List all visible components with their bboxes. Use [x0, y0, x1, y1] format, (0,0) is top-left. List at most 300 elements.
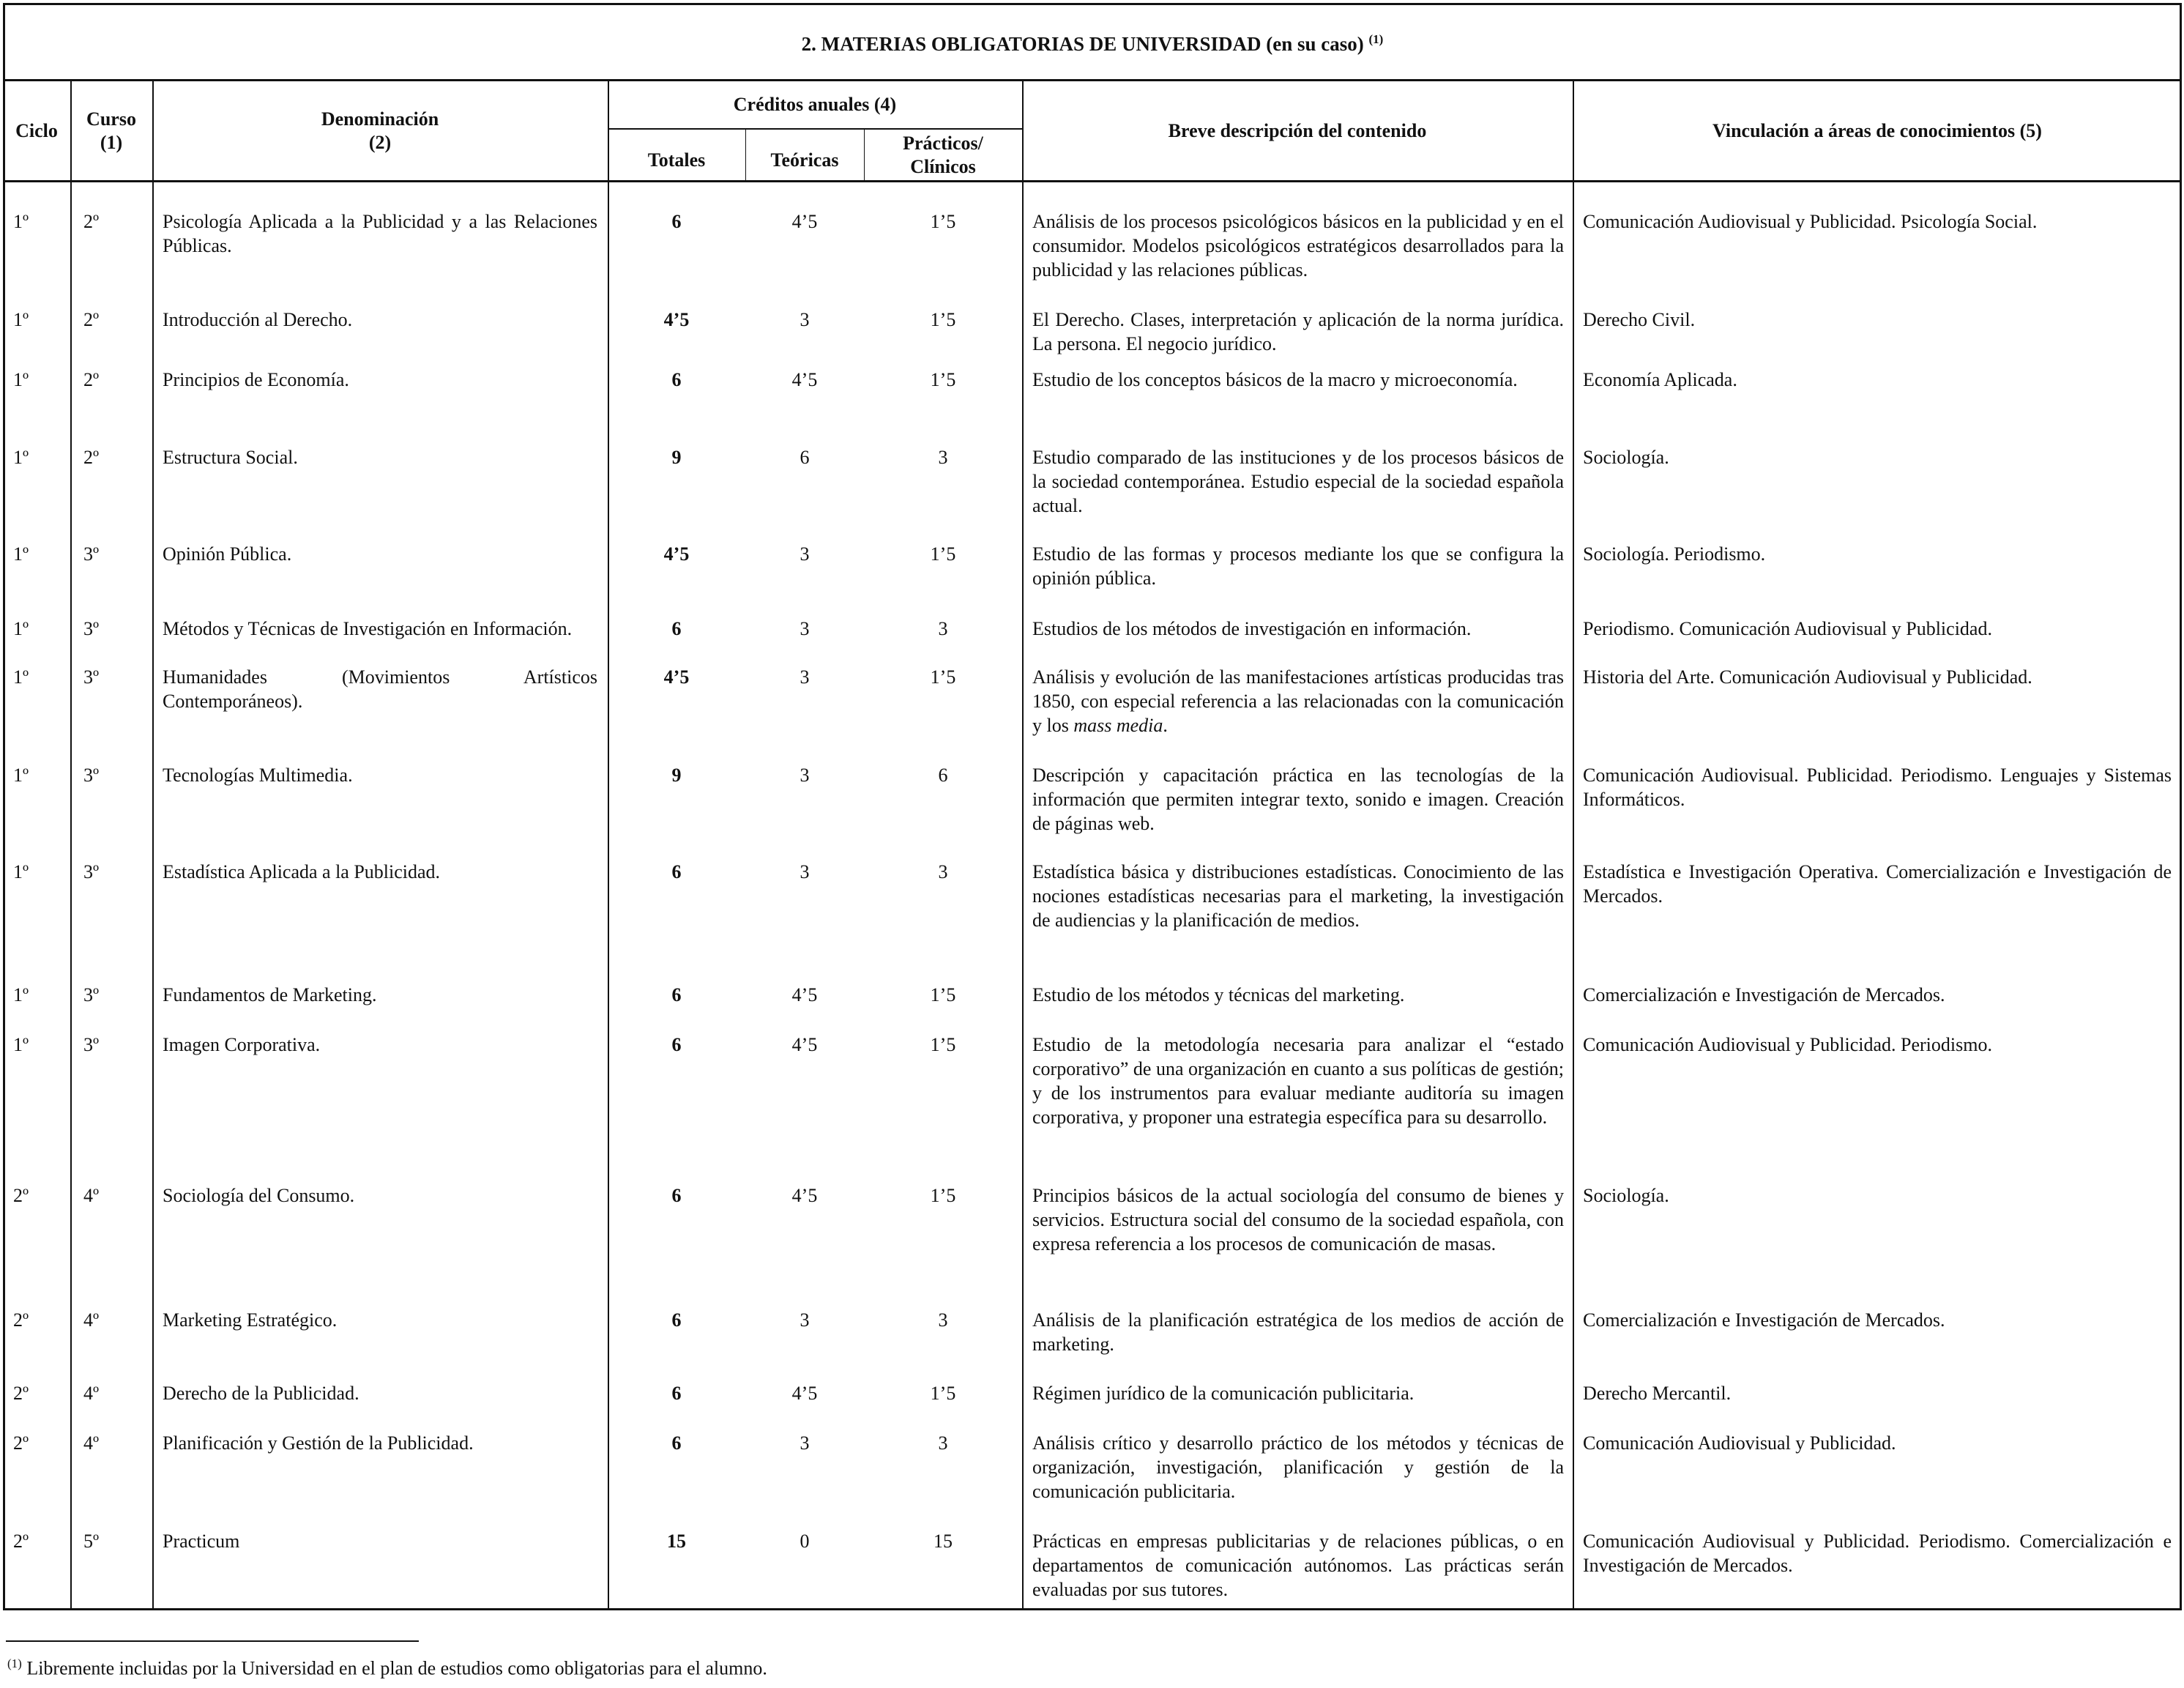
- practicos-text: 6: [938, 765, 948, 786]
- cell-vinculacion: [1573, 665, 2182, 689]
- cell-curso: [70, 1529, 152, 1553]
- cell-denominacion: [152, 209, 608, 258]
- descripcion-text: Estudio de la metodología necesaria para analizar el “estado corporativo” de una organización en cuanto a sus políticas de gestión; y de los instrumentos para evaluar mediante auditoría su imagen corporativa, y proponer una estrategia específica para su desarrollo.: [1032, 1034, 1564, 1128]
- denominacion-text: Tecnologías Multimedia.: [163, 765, 353, 786]
- practicos-text: 1’5: [930, 211, 956, 232]
- header-creditos: [608, 81, 1022, 129]
- practicos-text: 3: [938, 1432, 948, 1454]
- cell-practicos: [864, 983, 1022, 1007]
- vinculacion-text: Sociología.: [1583, 447, 1669, 468]
- totales-text: 9: [671, 447, 682, 468]
- footnote-rule: [6, 1640, 419, 1642]
- col-rule-teoricas: [864, 129, 865, 182]
- cell-vinculacion: [1573, 860, 2182, 908]
- descripcion-text: El Derecho. Clases, interpretación y aplicación de la norma jurídica. La persona. El negocio jurídico.: [1032, 309, 1564, 354]
- cell-curso: [70, 209, 152, 234]
- cell-descripcion: [1022, 763, 1573, 836]
- curso-text: 3º: [83, 861, 100, 882]
- cell-vinculacion: [1573, 1431, 2182, 1455]
- header-teoricas-label: Teóricas: [770, 149, 839, 171]
- cell-descripcion: [1022, 368, 1573, 392]
- header-practicos-label: Prácticos/: [903, 133, 983, 154]
- practicos-text: 3: [938, 618, 948, 639]
- cell-practicos: [864, 368, 1022, 392]
- cell-teoricas: [745, 665, 864, 689]
- cell-curso: [70, 665, 152, 689]
- col-rule-curso: [152, 79, 154, 1610]
- cell-ciclo: [3, 1381, 70, 1405]
- cell-vinculacion: [1573, 542, 2182, 566]
- descripcion-text: Análisis de la planificación estratégica de los medios de acción de marketing.: [1032, 1309, 1564, 1355]
- descripcion-text: Prácticas en empresas publicitarias y de relaciones públicas, o en departamentos de comunicación autónomos. Las prácticas serán evaluadas por sus tutores.: [1032, 1531, 1564, 1600]
- cell-totales: [608, 368, 745, 392]
- descripcion-text: Principios básicos de la actual sociología del consumo de bienes y servicios. Estructura social del consumo de la sociedad española, con expresa referencia a los procesos de comunicación de masas.: [1032, 1185, 1564, 1254]
- cell-teoricas: [745, 1033, 864, 1057]
- vinculacion-text: Comercialización e Investigación de Mercados.: [1583, 984, 1945, 1005]
- curso-text: 4º: [83, 1309, 100, 1331]
- totales-text: 6: [671, 1432, 682, 1454]
- totales-text: 6: [671, 861, 682, 882]
- cell-ciclo: [3, 445, 70, 469]
- cell-practicos: [864, 1381, 1022, 1405]
- cell-totales: [608, 542, 745, 566]
- teoricas-text: 4’5: [791, 1185, 818, 1206]
- cell-descripcion: [1022, 1529, 1573, 1602]
- cell-denominacion: [152, 665, 608, 713]
- cell-curso: [70, 445, 152, 469]
- cell-vinculacion: [1573, 368, 2182, 392]
- rule-under-creditos: [608, 128, 1022, 130]
- totales-text: 4’5: [663, 666, 690, 688]
- cell-practicos: [864, 1308, 1022, 1332]
- header-denominacion-label: Denominación: [321, 108, 439, 130]
- cell-curso: [70, 368, 152, 392]
- cell-teoricas: [745, 983, 864, 1007]
- footnote: [7, 1652, 767, 1681]
- cell-descripcion: [1022, 1431, 1573, 1503]
- cell-ciclo: [3, 983, 70, 1007]
- denominacion-text: Derecho de la Publicidad.: [163, 1383, 359, 1404]
- totales-text: 6: [671, 1309, 682, 1331]
- cell-ciclo: [3, 368, 70, 392]
- cell-ciclo: [3, 1308, 70, 1332]
- cell-teoricas: [745, 542, 864, 566]
- cell-totales: [608, 445, 745, 469]
- denominacion-text: Imagen Corporativa.: [163, 1034, 321, 1055]
- cell-descripcion: [1022, 617, 1573, 641]
- cell-curso: [70, 1033, 152, 1057]
- descripcion-text: Estudio de las formas y procesos mediante los que se configura la opinión pública.: [1032, 543, 1564, 589]
- ciclo-text: 2º: [13, 1531, 29, 1552]
- vinculacion-text: Comunicación Audiovisual y Publicidad. Psicología Social.: [1583, 211, 2038, 232]
- border-right: [2180, 3, 2182, 1610]
- descripcion-text: Estudios de los métodos de investigación en información.: [1032, 618, 1472, 639]
- cell-curso: [70, 617, 152, 641]
- cell-ciclo: [3, 308, 70, 332]
- practicos-text: 3: [938, 861, 948, 882]
- cell-totales: [608, 665, 745, 689]
- teoricas-text: 4’5: [791, 1383, 818, 1404]
- cell-teoricas: [745, 209, 864, 234]
- cell-vinculacion: [1573, 1308, 2182, 1332]
- cell-teoricas: [745, 617, 864, 641]
- cell-vinculacion: [1573, 209, 2182, 234]
- header-totales-label: Totales: [647, 149, 706, 171]
- totales-text: 6: [671, 1185, 682, 1206]
- teoricas-text: 4’5: [791, 984, 818, 1005]
- cell-ciclo: [3, 763, 70, 787]
- cell-descripcion: [1022, 445, 1573, 518]
- cell-curso: [70, 542, 152, 566]
- cell-curso: [70, 1183, 152, 1208]
- cell-practicos: [864, 617, 1022, 641]
- ciclo-text: 1º: [13, 618, 29, 639]
- curso-text: 4º: [83, 1383, 100, 1404]
- descripcion-text: Estudio de los conceptos básicos de la macro y microeconomía.: [1032, 369, 1518, 390]
- cell-teoricas: [745, 1308, 864, 1332]
- practicos-text: 15: [933, 1531, 953, 1552]
- cell-ciclo: [3, 1033, 70, 1057]
- cell-practicos: [864, 665, 1022, 689]
- vinculacion-text: Comercialización e Investigación de Mercados.: [1583, 1309, 1945, 1331]
- totales-text: 6: [671, 1034, 682, 1055]
- cell-vinculacion: [1573, 445, 2182, 469]
- ciclo-text: 1º: [13, 447, 29, 468]
- cell-curso: [70, 1381, 152, 1405]
- curso-text: 4º: [83, 1185, 100, 1206]
- ciclo-text: 1º: [13, 765, 29, 786]
- cell-descripcion: [1022, 860, 1573, 932]
- cell-descripcion: [1022, 1308, 1573, 1356]
- cell-vinculacion: [1573, 1529, 2182, 1577]
- col-rule-descripcion: [1573, 79, 1574, 1610]
- cell-denominacion: [152, 1033, 608, 1057]
- cell-denominacion: [152, 542, 608, 566]
- ciclo-text: 1º: [13, 861, 29, 882]
- denominacion-text: Fundamentos de Marketing.: [163, 984, 377, 1005]
- cell-ciclo: [3, 860, 70, 884]
- practicos-text: 1’5: [930, 309, 956, 330]
- ciclo-text: 2º: [13, 1309, 29, 1331]
- vinculacion-text: Historia del Arte. Comunicación Audiovisual y Publicidad.: [1583, 666, 2032, 688]
- teoricas-text: 3: [800, 765, 810, 786]
- teoricas-text: 3: [800, 666, 810, 688]
- cell-totales: [608, 308, 745, 332]
- col-rule-denominacion: [608, 79, 609, 1610]
- cell-totales: [608, 1431, 745, 1455]
- practicos-text: 1’5: [930, 1185, 956, 1206]
- practicos-text: 1’5: [930, 1383, 956, 1404]
- cell-denominacion: [152, 368, 608, 392]
- cell-vinculacion: [1573, 763, 2182, 811]
- cell-descripcion: [1022, 983, 1573, 1007]
- practicos-text: 3: [938, 447, 948, 468]
- cell-denominacion: [152, 1183, 608, 1208]
- ciclo-text: 1º: [13, 984, 29, 1005]
- totales-text: 15: [667, 1531, 686, 1552]
- border-top: [3, 3, 2182, 5]
- header-ciclo: [3, 81, 70, 182]
- cell-teoricas: [745, 445, 864, 469]
- header-curso-note: (1): [100, 132, 123, 153]
- cell-curso: [70, 1431, 152, 1455]
- teoricas-text: 4’5: [791, 369, 818, 390]
- rule-under-title: [3, 79, 2182, 81]
- totales-text: 4’5: [663, 309, 690, 330]
- cell-vinculacion: [1573, 617, 2182, 641]
- teoricas-text: 0: [800, 1531, 810, 1552]
- teoricas-text: 3: [800, 1309, 810, 1331]
- cell-vinculacion: [1573, 1183, 2182, 1208]
- cell-practicos: [864, 763, 1022, 787]
- descripcion-end-text: .: [1163, 715, 1168, 736]
- cell-ciclo: [3, 1529, 70, 1553]
- header-curso-label: Curso: [86, 108, 136, 130]
- curso-text: 4º: [83, 1432, 100, 1454]
- cell-curso: [70, 1308, 152, 1332]
- descripcion-text: Análisis crítico y desarrollo práctico de los métodos y técnicas de organización, investigación, planificación y gestión de la comunicación publicitaria.: [1032, 1432, 1564, 1502]
- cell-practicos: [864, 542, 1022, 566]
- cell-ciclo: [3, 209, 70, 234]
- cell-ciclo: [3, 542, 70, 566]
- practicos-text: 1’5: [930, 984, 956, 1005]
- cell-practicos: [864, 209, 1022, 234]
- denominacion-text: Introducción al Derecho.: [163, 309, 353, 330]
- cell-ciclo: [3, 1431, 70, 1455]
- cell-denominacion: [152, 1381, 608, 1405]
- ciclo-text: 1º: [13, 309, 29, 330]
- cell-denominacion: [152, 1529, 608, 1553]
- header-ciclo-label: Ciclo: [15, 120, 58, 141]
- col-rule-ciclo: [70, 79, 72, 1610]
- teoricas-text: 3: [800, 1432, 810, 1454]
- header-descripcion: [1022, 81, 1573, 182]
- descripcion-text: Estadística básica y distribuciones estadísticas. Conocimiento de las nociones estadísticas necesarias para el marketing, la investigación de audiencias y la planificación de medios.: [1032, 861, 1564, 931]
- cell-descripcion: [1022, 1381, 1573, 1405]
- cell-denominacion: [152, 308, 608, 332]
- header-totales: [608, 129, 745, 182]
- border-bottom: [3, 1608, 2182, 1610]
- ciclo-text: 2º: [13, 1432, 29, 1454]
- totales-text: 6: [671, 1383, 682, 1404]
- totales-text: 6: [671, 369, 682, 390]
- curso-text: 3º: [83, 543, 100, 565]
- curso-text: 2º: [83, 447, 100, 468]
- cell-teoricas: [745, 368, 864, 392]
- cell-practicos: [864, 1529, 1022, 1553]
- ciclo-text: 2º: [13, 1185, 29, 1206]
- header-vinculacion-label: Vinculación a áreas de conocimientos (5): [1712, 120, 2042, 141]
- cell-totales: [608, 1308, 745, 1332]
- cell-teoricas: [745, 1183, 864, 1208]
- descripcion-text: Análisis y evolución de las manifestaciones artísticas producidas tras 1850, con especial referencia a las relacionadas con la comunicación y los: [1032, 666, 1564, 736]
- practicos-text: 3: [938, 1309, 948, 1331]
- curso-text: 3º: [83, 618, 100, 639]
- teoricas-text: 3: [800, 618, 810, 639]
- cell-practicos: [864, 1431, 1022, 1455]
- rule-under-header: [3, 180, 2182, 182]
- denominacion-text: Opinión Pública.: [163, 543, 292, 565]
- vinculacion-text: Derecho Mercantil.: [1583, 1383, 1732, 1404]
- ciclo-text: 2º: [13, 1383, 29, 1404]
- vinculacion-text: Estadística e Investigación Operativa. Comercialización e Investigación de Mercados.: [1583, 861, 2172, 907]
- header-descripcion-label: Breve descripción del contenido: [1168, 120, 1427, 141]
- cell-teoricas: [745, 1431, 864, 1455]
- header-denominacion: [152, 81, 608, 182]
- totales-text: 4’5: [663, 543, 690, 565]
- table-title-text: 2. MATERIAS OBLIGATORIAS DE UNIVERSIDAD (en su caso): [801, 33, 1364, 55]
- denominacion-text: Estadística Aplicada a la Publicidad.: [163, 861, 441, 882]
- header-curso: [70, 81, 152, 182]
- ciclo-text: 1º: [13, 369, 29, 390]
- denominacion-text: Psicología Aplicada a la Publicidad y a las Relaciones Públicas.: [163, 211, 597, 256]
- denominacion-text: Marketing Estratégico.: [163, 1309, 338, 1331]
- cell-vinculacion: [1573, 983, 2182, 1007]
- practicos-text: 1’5: [930, 1034, 956, 1055]
- cell-teoricas: [745, 1381, 864, 1405]
- descripcion-text: Descripción y capacitación práctica en las tecnologías de la información que permiten integrar texto, sonido e imagen. Creación de páginas web.: [1032, 765, 1564, 834]
- vinculacion-text: Sociología. Periodismo.: [1583, 543, 1766, 565]
- subjects-table: [3, 3, 2182, 1610]
- cell-denominacion: [152, 1308, 608, 1332]
- vinculacion-text: Comunicación Audiovisual y Publicidad. Periodismo.: [1583, 1034, 1992, 1055]
- cell-practicos: [864, 860, 1022, 884]
- col-rule-creditos: [1022, 79, 1024, 1610]
- cell-totales: [608, 1529, 745, 1553]
- cell-denominacion: [152, 983, 608, 1007]
- teoricas-text: 3: [800, 309, 810, 330]
- vinculacion-text: Comunicación Audiovisual. Publicidad. Periodismo. Lenguajes y Sistemas Informáticos.: [1583, 765, 2172, 810]
- table-title: [3, 3, 2182, 81]
- header-teoricas: [745, 129, 864, 182]
- curso-text: 3º: [83, 765, 100, 786]
- practicos-text: 1’5: [930, 543, 956, 565]
- vinculacion-text: Periodismo. Comunicación Audiovisual y Publicidad.: [1583, 618, 1992, 639]
- descripcion-text: Régimen jurídico de la comunicación publicitaria.: [1032, 1383, 1415, 1404]
- cell-vinculacion: [1573, 308, 2182, 332]
- cell-totales: [608, 1183, 745, 1208]
- cell-totales: [608, 1381, 745, 1405]
- descripcion-italic-text: mass media: [1073, 715, 1163, 736]
- vinculacion-text: Comunicación Audiovisual y Publicidad.: [1583, 1432, 1896, 1454]
- denominacion-text: Principios de Economía.: [163, 369, 349, 390]
- practicos-text: 1’5: [930, 369, 956, 390]
- cell-totales: [608, 860, 745, 884]
- cell-descripcion: [1022, 1033, 1573, 1129]
- curso-text: 3º: [83, 984, 100, 1005]
- descripcion-text: Análisis de los procesos psicológicos básicos en la publicidad y en el consumidor. Modelos psicológicos estratégicos desarrollados para la publicidad y las relaciones públicas.: [1032, 211, 1564, 280]
- curso-text: 3º: [83, 666, 100, 688]
- teoricas-text: 6: [800, 447, 810, 468]
- cell-teoricas: [745, 860, 864, 884]
- cell-practicos: [864, 445, 1022, 469]
- header-vinculacion: [1573, 81, 2182, 182]
- vinculacion-text: Comunicación Audiovisual y Publicidad. Periodismo. Comercialización e Investigación de Mercados.: [1583, 1531, 2172, 1576]
- cell-denominacion: [152, 763, 608, 787]
- ciclo-text: 1º: [13, 543, 29, 565]
- header-denominacion-note: (2): [368, 132, 392, 153]
- vinculacion-text: Derecho Civil.: [1583, 309, 1696, 330]
- cell-totales: [608, 209, 745, 234]
- cell-totales: [608, 763, 745, 787]
- ciclo-text: 1º: [13, 211, 29, 232]
- curso-text: 2º: [83, 369, 100, 390]
- denominacion-text: Sociología del Consumo.: [163, 1185, 355, 1206]
- practicos-text: 1’5: [930, 666, 956, 688]
- cell-practicos: [864, 1183, 1022, 1208]
- cell-totales: [608, 617, 745, 641]
- cell-ciclo: [3, 665, 70, 689]
- footnote-text: Libremente incluidas por la Universidad en el plan de estudios como obligatorias para el alumno.: [26, 1657, 767, 1679]
- denominacion-text: Humanidades (Movimientos Artísticos Contemporáneos).: [163, 666, 597, 712]
- cell-totales: [608, 983, 745, 1007]
- header-creditos-label: Créditos anuales (4): [733, 94, 897, 115]
- cell-teoricas: [745, 1529, 864, 1553]
- cell-vinculacion: [1573, 1033, 2182, 1057]
- cell-curso: [70, 763, 152, 787]
- ciclo-text: 1º: [13, 1034, 29, 1055]
- cell-teoricas: [745, 763, 864, 787]
- curso-text: 5º: [83, 1531, 100, 1552]
- cell-descripcion: [1022, 1183, 1573, 1256]
- cell-descripcion: [1022, 209, 1573, 282]
- totales-text: 6: [671, 211, 682, 232]
- cell-denominacion: [152, 860, 608, 884]
- teoricas-text: 3: [800, 543, 810, 565]
- footnote-mark: (1): [7, 1657, 22, 1670]
- vinculacion-text: Economía Aplicada.: [1583, 369, 1737, 390]
- denominacion-text: Practicum: [163, 1531, 240, 1552]
- teoricas-text: 4’5: [791, 211, 818, 232]
- teoricas-text: 3: [800, 861, 810, 882]
- curso-text: 2º: [83, 309, 100, 330]
- cell-vinculacion: [1573, 1381, 2182, 1405]
- totales-text: 6: [671, 618, 682, 639]
- descripcion-text: Estudio de los métodos y técnicas del marketing.: [1032, 984, 1405, 1005]
- curso-text: 2º: [83, 211, 100, 232]
- col-rule-totales: [745, 129, 746, 182]
- descripcion-text: Estudio comparado de las instituciones y de los procesos básicos de la sociedad contemporánea. Estudio especial de la sociedad española actual.: [1032, 447, 1564, 516]
- header-practicos: [864, 129, 1022, 182]
- cell-denominacion: [152, 1431, 608, 1455]
- cell-curso: [70, 860, 152, 884]
- denominacion-text: Estructura Social.: [163, 447, 298, 468]
- cell-descripcion: [1022, 542, 1573, 590]
- cell-ciclo: [3, 1183, 70, 1208]
- cell-descripcion: [1022, 308, 1573, 356]
- cell-curso: [70, 983, 152, 1007]
- ciclo-text: 1º: [13, 666, 29, 688]
- border-left: [3, 3, 5, 1610]
- header-clinicos-label: Clínicos: [910, 156, 976, 177]
- cell-denominacion: [152, 617, 608, 641]
- vinculacion-text: Sociología.: [1583, 1185, 1669, 1206]
- cell-teoricas: [745, 308, 864, 332]
- denominacion-text: Métodos y Técnicas de Investigación en Información.: [163, 618, 573, 639]
- totales-text: 6: [671, 984, 682, 1005]
- denominacion-text: Planificación y Gestión de la Publicidad.: [163, 1432, 474, 1454]
- cell-practicos: [864, 308, 1022, 332]
- totales-text: 9: [671, 765, 682, 786]
- curso-text: 3º: [83, 1034, 100, 1055]
- cell-practicos: [864, 1033, 1022, 1057]
- cell-ciclo: [3, 617, 70, 641]
- table-title-note: (1): [1368, 32, 1384, 46]
- cell-curso: [70, 308, 152, 332]
- cell-totales: [608, 1033, 745, 1057]
- cell-descripcion: [1022, 665, 1573, 737]
- cell-denominacion: [152, 445, 608, 469]
